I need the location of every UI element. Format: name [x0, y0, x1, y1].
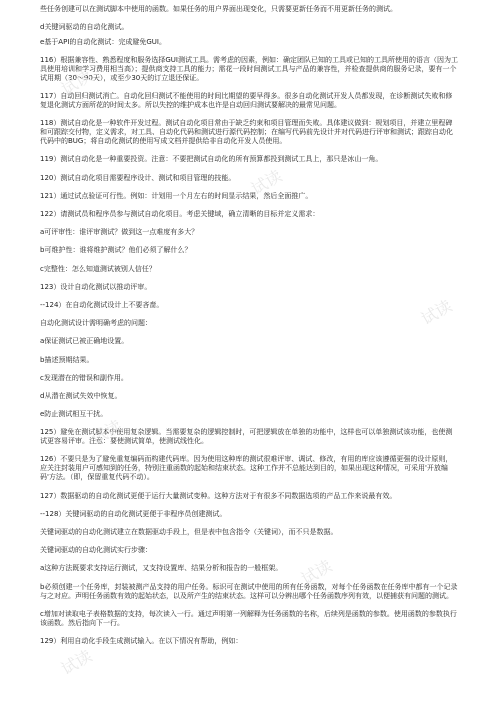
paragraph: 119）测试自动化是一种重要投资。注意：不要把测试自动化的所有预算都投到测试工具上，那只是冰山一角。	[40, 155, 383, 164]
paragraph: d从潜在测试失效中恢复。	[40, 391, 122, 400]
paragraph: c增加对读取电子表格数据的支持，每次读入一行。通过声明第一列解释为任务函数的名称，后续列是函数的参数。使用函数的参数执行该函数。然后指向下一行。	[40, 609, 457, 627]
paragraph: c发现潜在的错误和副作用。	[40, 373, 128, 382]
paragraph: --128）关键词驱动的自动化测试更便于非程序员创建测试。	[40, 509, 227, 518]
paragraph: c完整性：怎么知道测试被别人信任？	[40, 264, 156, 273]
paragraph: 关键词驱动的自动化测试实行步骤：	[40, 546, 152, 555]
paragraph: d关键词驱动的自动化测试。	[40, 23, 129, 32]
paragraph: 些任务创建可以在测试脚本中使用的函数。如果任务的用户界面出现变化，只需要更新任务而不用更新任务的测试。	[40, 5, 397, 13]
paragraph: b必须创建一个任务库，封装被测产品支持的用户任务。标识可在测试中使用的所有任务函数，对每个任务函数在任务库中都有一个记录与之对应。声明任务函数有效的起始状态，以及所产生的结束状态。这样可以分辨出哪个任务函数序列有效，以便捕获有问题的测试。	[40, 582, 458, 600]
paragraph: 121）通过试点验证可行性。例如：计划用一个月左右的时间显示结果，然后全面推广。	[40, 191, 313, 200]
paragraph: b描述预期结果。	[40, 355, 94, 364]
paragraph: 123）设计自动化测试以推动评审。	[40, 282, 152, 291]
paragraph: 116）根据兼容性、熟悉程度和服务选择GUI测试工具。需考虑的因素，例如：确定团队已知的工具或已知的工具所使用的语言（因为工具使用培训和学习费用相当高）；提供商支持工具的能力；需花一段时间测试工具与产品的兼容性，并检查提供商的服务记录，要有一个试用期（30～90天），或至少30天的订立退还保证。	[40, 55, 458, 82]
paragraph: 126）不要只是为了避免重复编码而构建代码库。因为使用这种库的测试很难评审、调试、修改，有用的库应该遵循更强的设计原则，应关注封装用户可感知到的任务，特别注重函数的起始和结束状态。这种工作并不总能达到目的，如果出现这种情况，可采用'开放编码'方法。（即，保留重复代码不动）。	[40, 455, 453, 482]
paragraph: 120）测试自动化项目需要程序设计、测试和项目管理的技能。	[40, 173, 236, 182]
paragraph: e防止测试相互干扰。	[40, 410, 108, 419]
paragraph: a这种方法既要求支持运行测试，又支持设置库、结果分析和报告的一般框架。	[40, 564, 283, 573]
paragraph: --124）在自动化测试设计上不要吝啬。	[40, 300, 164, 309]
paragraph: 118）测试自动化是一种软件开发过程。测试自动化项目常由于缺乏约束和项目管理而失败。具体建议做到：规划项目，并建立里程碑和可跟踪交付物，定义需求，对工具、自动化代码和测试进行源代码控制；在编写代码前先设计并对代码进行评审和测试；跟踪自动化代码中的BUG；将自动化测试的使用写成文档并提供给非自动化开发人员使用。	[40, 119, 453, 146]
watermark-text: 试读	[297, 556, 336, 589]
paragraph: a可评审性：谁评审测试？做到这一点难度有多大？	[40, 228, 199, 237]
watermark-text: 试读	[87, 416, 126, 449]
paragraph: a保证测试已被正确地设置。	[40, 337, 129, 346]
paragraph: 129）利用自动化手段生成测试输入。在以下情况有帮助，例如：	[40, 636, 243, 645]
paragraph: b可维护性：谁将维护测试？他们必须了解什么？	[40, 246, 192, 255]
paragraph: 122）请测试员和程序员参与测试自动化项目。考虑关键域，确立清晰的目标并定义需求：	[40, 210, 320, 218]
paragraph: 117）自动回归测试消亡。自动化回归测试不能使用的时间比期望的要早得多。很多自动化测试开发人员都发现，在诊断测试失败和修复退化测试方面所花的时间太多。所以失控的维护成本也许是自动回归测试要解决的最常见问题。	[40, 92, 453, 110]
watermark-text: 试读	[57, 66, 96, 99]
watermark-text: 试读	[57, 646, 96, 679]
paragraph: 125）避免在测试脚本中使用复杂逻辑。当需要复杂的逻辑控制时，可把逻辑放在单独的功能中，这样也可以单独测试该功能，也使测试更容易评审。注意：要使测试简单，使测试线性化。	[40, 428, 453, 446]
watermark-text: 试读	[417, 296, 456, 329]
watermark-text: 试读	[247, 166, 286, 199]
paragraph: 关键词驱动的自动化测试建立在数据驱动手段上，但是表中包含指令（关键词），而不只是数据。	[40, 528, 338, 536]
paragraph: 自动化测试设计需明确考虑的问题：	[40, 319, 152, 328]
paragraph: e基于API的自动化测试：完成避免GUI。	[40, 37, 166, 46]
paragraph: 127）数据驱动的自动化测试更便于运行大量测试变种。这种方法对于有很多不同数据选项的产品工作来说最有效。	[40, 491, 397, 500]
